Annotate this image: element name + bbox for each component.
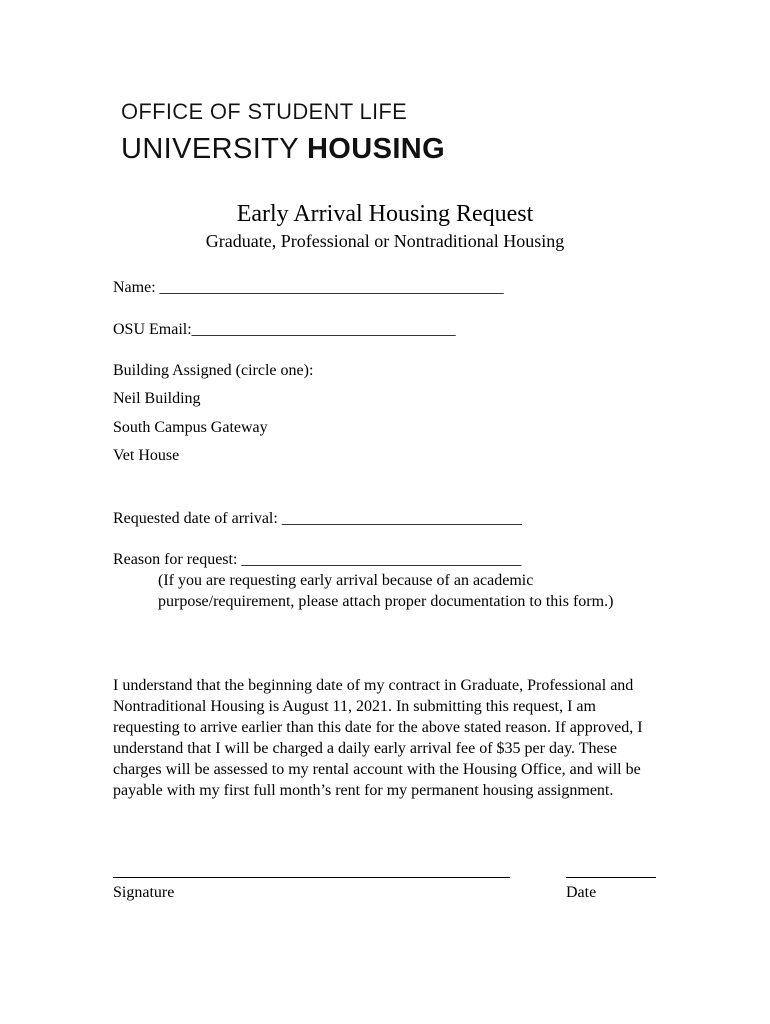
reason-note: (If you are requesting early arrival because of an academic purpose/requirement, please attach proper documentation to this form.) xyxy=(158,572,614,610)
form-subtitle: Graduate, Professional or Nontraditional Housing xyxy=(205,231,565,251)
logo-housing-text: HOUSING xyxy=(306,133,446,165)
form-title: Early Arrival Housing Request xyxy=(236,201,534,227)
building-option-neil: Neil Building xyxy=(113,390,201,407)
signature-line xyxy=(113,877,510,878)
signature-label: Signature xyxy=(113,884,175,901)
name-field: Name: ___________________________________________ xyxy=(113,279,504,296)
osu-email-field: OSU Email:_________________________________ xyxy=(113,321,456,338)
date-line xyxy=(566,877,656,878)
building-option-south-campus-gateway: South Campus Gateway xyxy=(113,419,268,436)
university-housing-logo xyxy=(121,99,445,165)
logo-university-text: UNIVERSITY xyxy=(121,133,307,165)
logo-housing-line xyxy=(121,133,445,165)
reason-field: Reason for request: ___________________________________ xyxy=(113,551,522,568)
agreement-paragraph: I understand that the beginning date of my contract in Graduate, Professional and Nontraditional Housing is August 11, 2021. In submitting this request, I am requesting to arrive earlier than this date for the above stated reason. If approved, I understand that I will be charged a daily early arrival fee of $35 per day. These charges will be assessed to my rental account with the Housing Office, and will be payable with my first full month’s rent for my permanent housing assignment. xyxy=(113,677,643,799)
logo-office-line: OFFICE OF STUDENT LIFE xyxy=(121,99,408,124)
date-label: Date xyxy=(566,884,597,901)
arrival-date-field: Requested date of arrival: ______________________________ xyxy=(113,510,522,527)
building-option-vet-house: Vet House xyxy=(113,447,180,464)
building-assigned-label: Building Assigned (circle one): xyxy=(113,362,314,379)
